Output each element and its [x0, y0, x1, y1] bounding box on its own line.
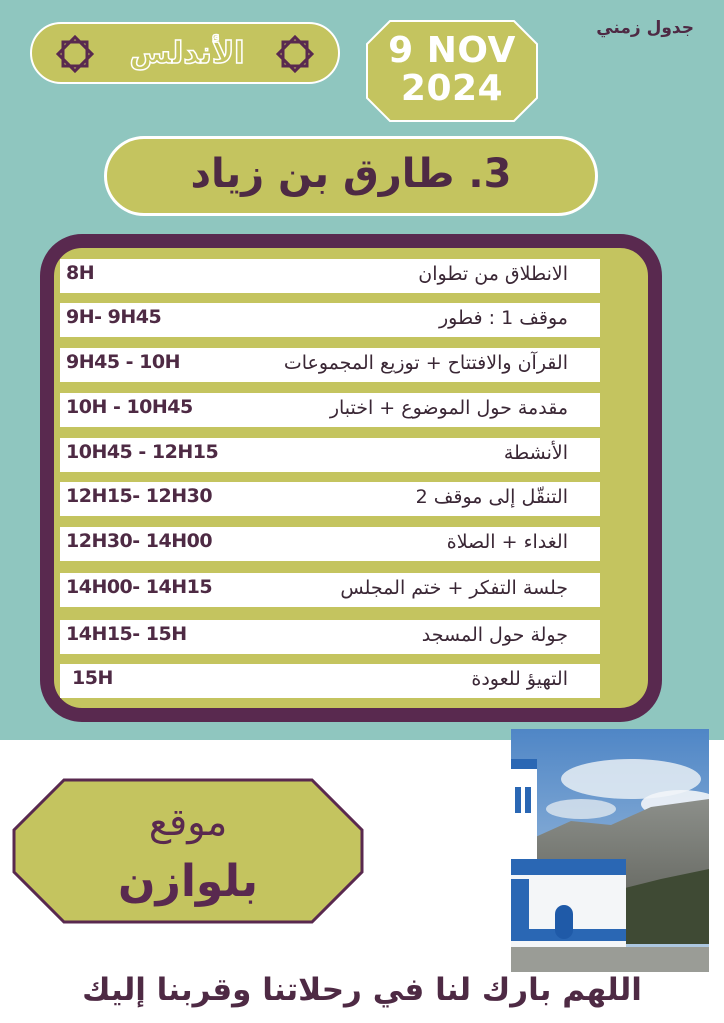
row-time: 9H- 9H45 — [66, 306, 162, 328]
row-time: 14H15- 15H — [66, 623, 187, 645]
schedule-row — [60, 527, 600, 561]
place-name: الأندلس — [129, 36, 245, 71]
schedule-row — [60, 664, 600, 698]
place-banner — [30, 22, 340, 84]
schedule-row — [60, 438, 600, 472]
title-banner — [104, 136, 598, 216]
row-activity: التهيؤ للعودة — [471, 668, 568, 690]
row-time: 12H15- 12H30 — [66, 485, 213, 507]
closing-prayer: اللهم بارك لنا في رحلاتنا وقربنا إليك — [82, 972, 642, 1008]
page-title: 3. طارق بن زياد — [190, 151, 512, 197]
row-time: 12H30- 14H00 — [66, 530, 213, 552]
left-star-ornament-icon — [54, 33, 96, 75]
row-time: 9H45 - 10H — [66, 351, 181, 373]
row-activity: جلسة التفكر + ختم المجلس — [340, 577, 568, 599]
row-time: 10H - 10H45 — [66, 396, 193, 418]
schedule-row — [60, 348, 600, 382]
date-day-month: 9 NOV — [388, 30, 516, 71]
row-time: 8H — [66, 262, 95, 284]
row-activity: التنقّل إلى موقف 2 — [415, 486, 568, 508]
schedule-row — [60, 573, 600, 607]
row-activity: موقف 1 : فطور — [438, 307, 568, 329]
row-activity: جولة حول المسجد — [421, 624, 568, 646]
row-activity: الانطلاق من تطوان — [418, 263, 568, 285]
schedule-row — [60, 620, 600, 654]
site-label: موقع — [148, 800, 228, 844]
schedule-row — [60, 303, 600, 337]
row-activity: الأنشطة — [503, 442, 568, 464]
row-activity: الغداء + الصلاة — [446, 531, 568, 553]
schedule-row — [60, 482, 600, 516]
date-badge — [366, 20, 538, 122]
date-year: 2024 — [400, 68, 504, 109]
site-name: بلوازن — [117, 856, 259, 907]
row-activity: مقدمة حول الموضوع + اختبار — [329, 397, 568, 419]
right-star-ornament-icon — [274, 33, 316, 75]
schedule-row — [60, 393, 600, 427]
row-time: 10H45 - 12H15 — [66, 441, 219, 463]
row-activity: القرآن والافتتاح + توزيع المجموعات — [283, 352, 568, 374]
schedule-label: جدول زمني — [596, 18, 694, 38]
row-time: 14H00- 14H15 — [66, 576, 213, 598]
mosque-photo — [511, 729, 709, 972]
schedule-row — [60, 259, 600, 293]
row-time: 15H — [72, 667, 113, 689]
